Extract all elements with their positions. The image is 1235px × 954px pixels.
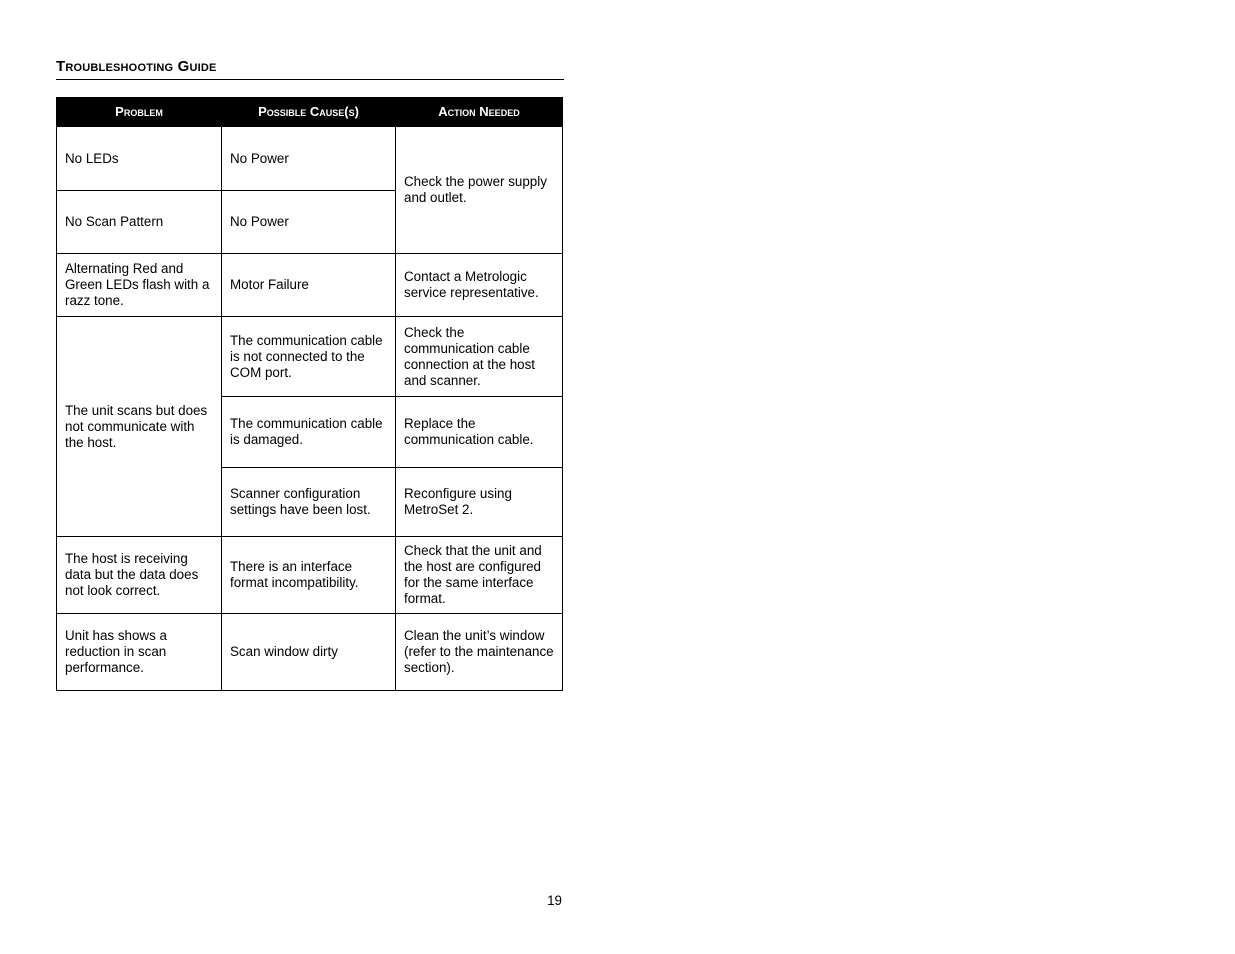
table-header-row <box>57 98 563 127</box>
cause-cell: Motor Failure <box>222 254 396 317</box>
cause-cell: No Power <box>222 191 396 254</box>
cause-cell: No Power <box>222 127 396 191</box>
troubleshooting-table <box>56 97 563 691</box>
cause-cell: The communication cable is not connected to the COM port. <box>222 317 396 397</box>
table-row <box>57 127 563 191</box>
problem-cell: No LEDs <box>57 127 222 191</box>
table-row <box>57 317 563 397</box>
header-action-needed: Action Needed <box>396 98 563 127</box>
table-row <box>57 614 563 691</box>
problem-cell: No Scan Pattern <box>57 191 222 254</box>
table-row <box>57 537 563 614</box>
action-cell: Reconfigure using MetroSet 2. <box>396 468 563 537</box>
header-problem: Problem <box>57 98 222 127</box>
cause-cell: Scanner configuration settings have been lost. <box>222 468 396 537</box>
action-cell: Replace the communication cable. <box>396 397 563 468</box>
cause-cell: The communication cable is damaged. <box>222 397 396 468</box>
cause-cell: There is an interface format incompatibility. <box>222 537 396 614</box>
problem-cell: The host is receiving data but the data does not look correct. <box>57 537 222 614</box>
problem-cell: The unit scans but does not communicate with the host. <box>57 317 222 537</box>
problem-cell: Unit has shows a reduction in scan performance. <box>57 614 222 691</box>
action-cell: Check the power supply and outlet. <box>396 127 563 254</box>
action-cell: Clean the unit’s window (refer to the maintenance section). <box>396 614 563 691</box>
action-cell: Contact a Metrologic service representative. <box>396 254 563 317</box>
page-title: Troubleshooting Guide <box>56 57 564 80</box>
action-cell: Check the communication cable connection at the host and scanner. <box>396 317 563 397</box>
page-number: 19 <box>547 893 562 908</box>
cause-cell: Scan window dirty <box>222 614 396 691</box>
header-possible-causes: Possible Cause(s) <box>222 98 396 127</box>
action-cell: Check that the unit and the host are configured for the same interface format. <box>396 537 563 614</box>
problem-cell: Alternating Red and Green LEDs flash with a razz tone. <box>57 254 222 317</box>
table-row <box>57 254 563 317</box>
